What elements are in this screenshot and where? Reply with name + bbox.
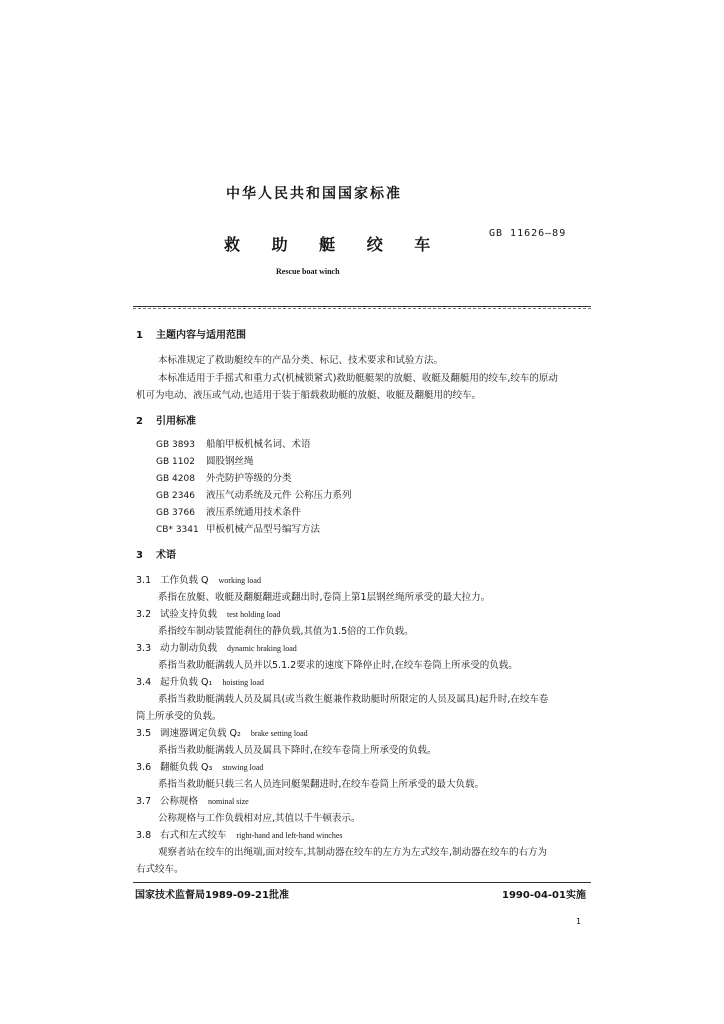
term-definition: 系指当救助艇满载人员及属具(或当救生艇兼作救助艇时所限定的人员及属具)起升时,在绞车卷 [158, 694, 549, 705]
term-cn: 试验支持负载 [160, 609, 218, 620]
term-3-5 [136, 725, 308, 739]
term-3-3 [136, 640, 297, 654]
term-3-8 [136, 827, 342, 841]
section-heading-2 [136, 412, 196, 427]
term-cn: 动力制动负载 [160, 643, 218, 654]
reference-item [156, 470, 292, 484]
paragraph: 本标准适用于手摇式和重力式(机械锁紧式)救助艇艇架的放艇、收艇及翻艇用的绞车,绞车的原动 [158, 373, 558, 384]
term-definition: 系指当救助艇满载人员并以5.1.2要求的速度下降停止时,在绞车卷筒上所承受的负载。 [158, 660, 518, 671]
document-title-en: Rescue boat winch [276, 267, 340, 276]
term-en: working load [218, 576, 261, 585]
reference-code: GB 1102 [156, 457, 195, 467]
term-3-6 [136, 759, 263, 773]
section-title: 引用标准 [156, 416, 196, 427]
term-en: right-hand and left-hand winches [236, 831, 343, 840]
section-number: 1 [136, 330, 143, 341]
term-number: 3.7 [136, 796, 152, 807]
reference-name: 外壳防护等级的分类 [206, 473, 292, 484]
term-definition: 系指当救助艇满载人员及属具下降时,在绞车卷筒上所承受的负载。 [158, 745, 437, 756]
effective-date: 1990-04-01实施 [502, 890, 586, 901]
term-number: 3.4 [136, 677, 152, 688]
reference-name: 船舶甲板机械名词、术语 [206, 439, 311, 450]
term-cn: 工作负载 Q [160, 575, 209, 586]
term-cn: 调速器调定负载 Q₂ [160, 728, 241, 739]
reference-code: GB 2346 [156, 491, 195, 501]
document-title-cn: 救 助 艇 绞 车 [224, 235, 431, 254]
reference-code: GB 3766 [156, 508, 195, 518]
term-cn: 右式和左式绞车 [160, 830, 227, 841]
section-title: 术语 [156, 550, 176, 561]
term-3-1 [136, 572, 261, 586]
term-definition: 系指在放艇、收艇及翻艇翻进或翻出时,卷筒上第1层钢丝绳所承受的最大拉力。 [158, 592, 491, 603]
term-cn: 翻艇负载 Q₃ [160, 762, 213, 773]
term-en: test holding load [227, 610, 281, 619]
term-number: 3.2 [136, 609, 152, 620]
reference-item [156, 487, 352, 501]
term-definition: 系指绞车制动装置能刹住的静负载,其值为1.5倍的工作负载。 [158, 626, 414, 637]
section-number: 3 [136, 550, 143, 561]
section-number: 2 [136, 416, 143, 427]
term-en: stowing load [222, 763, 264, 772]
reference-item [156, 436, 311, 450]
term-definition: 公称规格与工作负载相对应,其值以千牛顿表示。 [158, 813, 361, 824]
reference-item [156, 504, 301, 518]
term-en: nominal size [208, 797, 249, 806]
term-en: dynamic braking load [227, 644, 297, 653]
term-number: 3.1 [136, 575, 152, 586]
reference-code: GB 4208 [156, 474, 195, 484]
term-definition: 观察者站在绞车的出绳端,面对绞车,其制动器在绞车的左方为左式绞车,制动器在绞车的右方为 [158, 847, 548, 858]
section-heading-1 [136, 326, 246, 341]
reference-name: 圆股钢丝绳 [206, 456, 254, 467]
term-number: 3.5 [136, 728, 152, 739]
standard-org-heading: 中华人民共和国国家标准 [226, 186, 402, 202]
term-3-4 [136, 674, 264, 688]
term-en: hoisting load [222, 678, 264, 687]
term-definition: 系指当救助艇只载三名人员连同艇架翻进时,在绞车卷筒上所承受的最大负载。 [158, 779, 485, 790]
term-number: 3.3 [136, 643, 152, 654]
term-number: 3.8 [136, 830, 152, 841]
reference-item [156, 453, 254, 467]
section-title: 主题内容与适用范围 [156, 330, 246, 341]
reference-item [156, 521, 320, 535]
term-number: 3.6 [136, 762, 152, 773]
bottom-divider [133, 882, 591, 883]
paragraph: 本标准规定了救助艇绞车的产品分类、标记、技术要求和试验方法。 [158, 355, 444, 366]
standard-code: GB 11626—89 [489, 228, 567, 239]
term-3-7 [136, 793, 249, 807]
approval-line: 国家技术监督局1989-09-21批准 [135, 890, 289, 901]
term-3-2 [136, 606, 280, 620]
top-divider [133, 306, 591, 307]
section-heading-3 [136, 546, 176, 561]
term-definition-continuation: 右式绞车。 [136, 864, 184, 875]
term-cn: 起升负载 Q₁ [160, 677, 213, 688]
term-cn: 公称规格 [160, 796, 199, 807]
reference-code: GB 3893 [156, 440, 195, 450]
term-en: brake setting load [250, 729, 308, 738]
reference-name: 液压气动系统及元件 公称压力系列 [206, 490, 352, 501]
page-number: 1 [576, 917, 582, 926]
term-definition-continuation: 筒上所承受的负载。 [136, 711, 222, 722]
top-divider-secondary [133, 308, 591, 309]
reference-name: 液压系统通用技术条件 [206, 507, 302, 518]
paragraph-continuation: 机可为电动、液压或气动,也适用于装于船载救助艇的放艇、收艇及翻艇用的绞车。 [136, 390, 482, 401]
reference-code: CB* 3341 [156, 525, 199, 535]
reference-name: 甲板机械产品型号编写方法 [206, 524, 321, 535]
